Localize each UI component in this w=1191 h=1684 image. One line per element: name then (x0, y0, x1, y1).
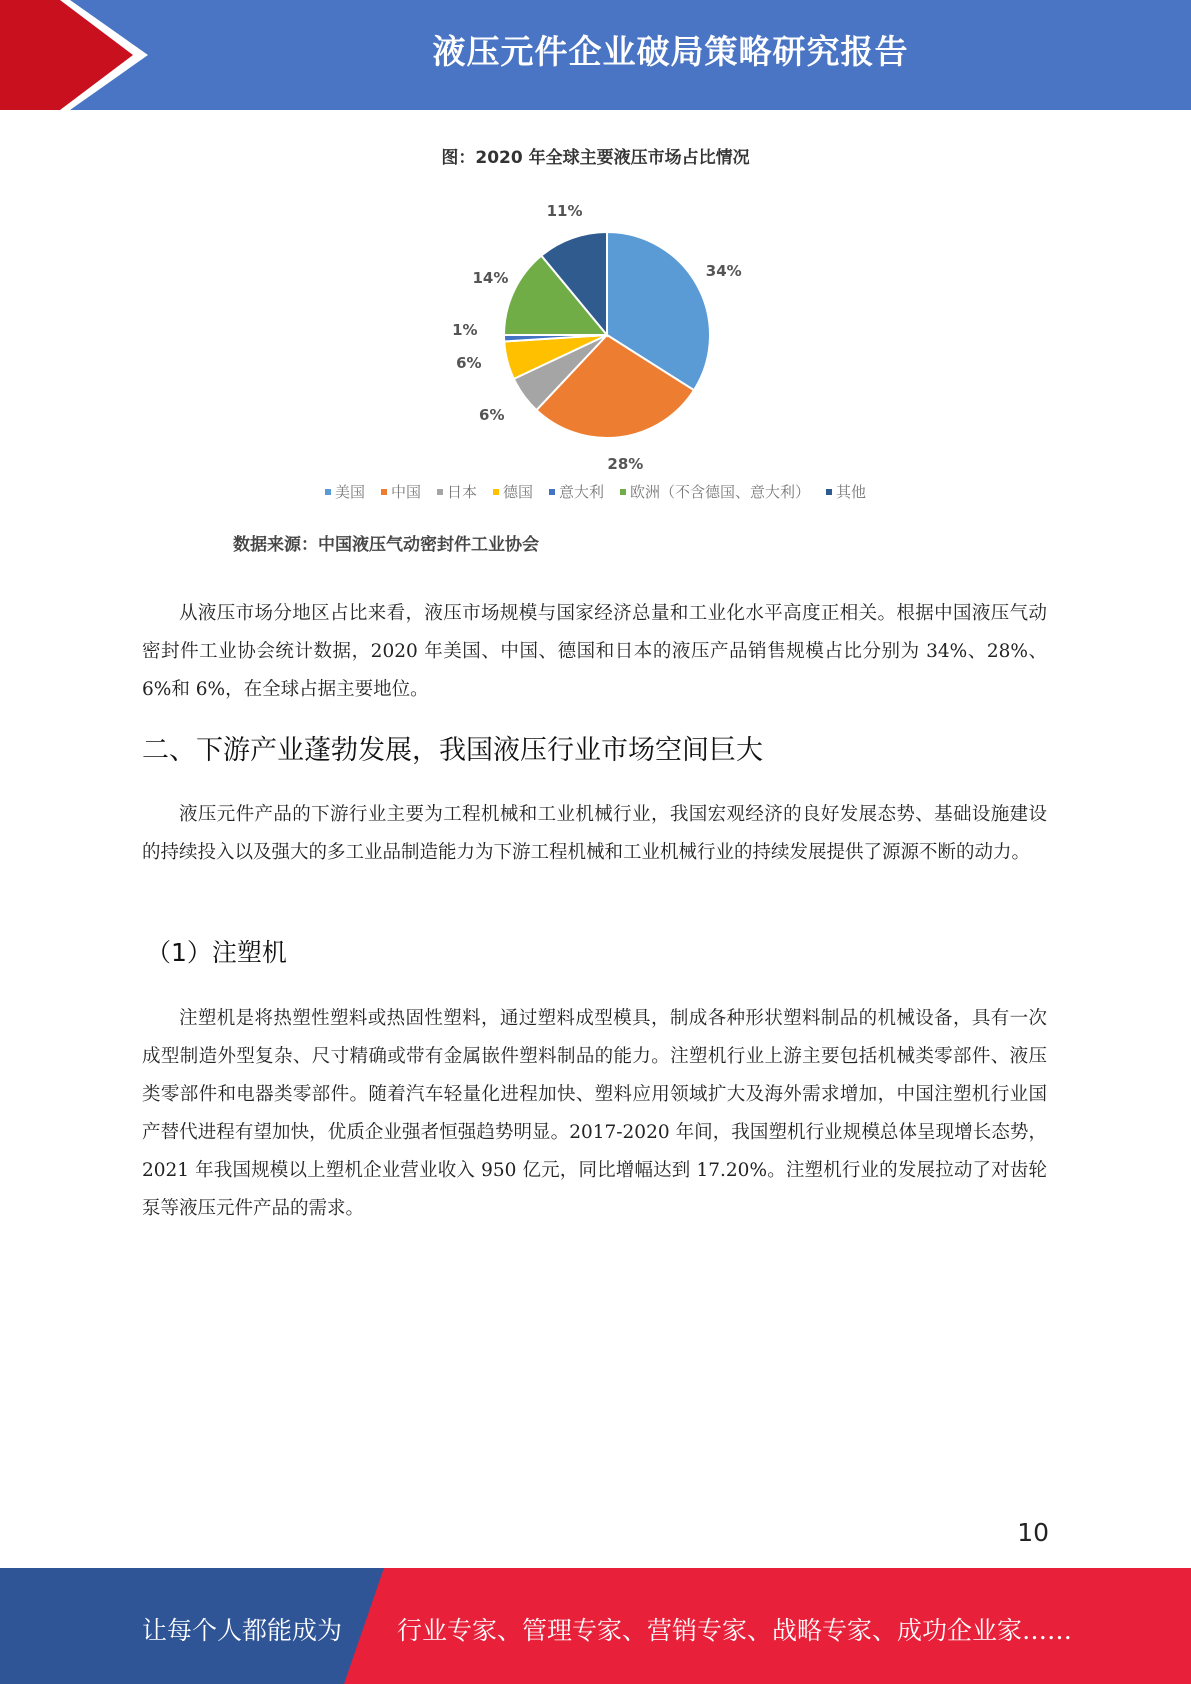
legend-item (826, 481, 866, 502)
legend-swatch (549, 489, 555, 495)
pie-value-label: 28% (607, 454, 644, 473)
legend-label: 其他 (836, 483, 867, 501)
paragraph-market-share: 从液压市场分地区占比来看，液压市场规模与国家经济总量和工业化水平高度正相关。根据中国液压气动密封件工业协会统计数据，2020 年美国、中国、德国和日本的液压产品销售规模占比分别为 34%、28%、6%和 6%，在全球占据主要地位。 (142, 603, 1047, 700)
subsection-heading: （1）注塑机 (146, 938, 287, 967)
page-number: 10 (1017, 1518, 1049, 1547)
chart-legend (0, 481, 1191, 502)
legend-item (549, 481, 604, 502)
legend-label: 日本 (446, 483, 477, 501)
legend-label: 中国 (390, 483, 421, 501)
legend-label: 德国 (502, 483, 533, 501)
legend-item (381, 481, 421, 502)
legend-swatch (493, 489, 499, 495)
paragraph-downstream: 液压元件产品的下游行业主要为工程机械和工业机械行业，我国宏观经济的良好发展态势、基础设施建设的持续投入以及强大的多工业品制造能力为下游工程机械和工业机械行业的持续发展提供了源源不断的动力。 (142, 804, 1047, 863)
legend-swatch (826, 489, 832, 495)
pie-value-label: 34% (705, 261, 742, 280)
footer-slogan-left: 让每个人都能成为 (142, 1616, 343, 1645)
pie-value-label: 11% (546, 201, 583, 220)
pie-value-label: 6% (456, 353, 482, 372)
legend-label: 欧洲（不含德国、意大利） (630, 483, 811, 501)
pie-chart (420, 195, 780, 485)
page-footer (0, 1568, 1191, 1684)
legend-item (325, 481, 365, 502)
legend-item (493, 481, 533, 502)
legend-swatch (437, 489, 443, 495)
section-heading: 二、下游产业蓬勃发展，我国液压行业市场空间巨大 (142, 735, 763, 766)
legend-item (437, 481, 477, 502)
chart-title: 图：2020 年全球主要液压市场占比情况 (441, 148, 750, 168)
paragraph-injection-molding: 注塑机是将热塑性塑料或热固性塑料，通过塑料成型模具，制成各种形状塑料制品的机械设备，具有一次成型制造外型复杂、尺寸精确或带有金属嵌件塑料制品的能力。注塑机行业上游主要包括机械类零部件、液压类零部件和电器类零部件。随着汽车轻量化进程加快、塑料应用领域扩大及海外需求增加，中国注塑机行业国产替代进程有望加快，优质企业强者恒强趋势明显。2017-2020 年间，我国塑机行业规模总体呈现增长态势，2021 年我国规模以上塑机企业营业收入 950 亿元，同比增幅达到 17.20%。注塑机行业的发展拉动了对齿轮泵等液压元件产品的需求。 (142, 1008, 1047, 1219)
data-source: 数据来源：中国液压气动密封件工业协会 (233, 535, 539, 555)
legend-label: 美国 (334, 483, 365, 501)
page-header (0, 0, 1191, 110)
pie-value-label: 14% (472, 269, 509, 288)
legend-swatch (381, 489, 387, 495)
legend-swatch (620, 489, 626, 495)
footer-slogan-right: 行业专家、管理专家、营销专家、战略专家、成功企业家…… (397, 1616, 1073, 1645)
legend-label: 意大利 (559, 483, 605, 501)
legend-item (620, 481, 810, 502)
pie-value-label: 1% (452, 321, 478, 340)
legend-swatch (325, 489, 331, 495)
report-title: 液压元件企业破局策略研究报告 (432, 32, 909, 71)
pie-value-label: 6% (479, 405, 505, 424)
